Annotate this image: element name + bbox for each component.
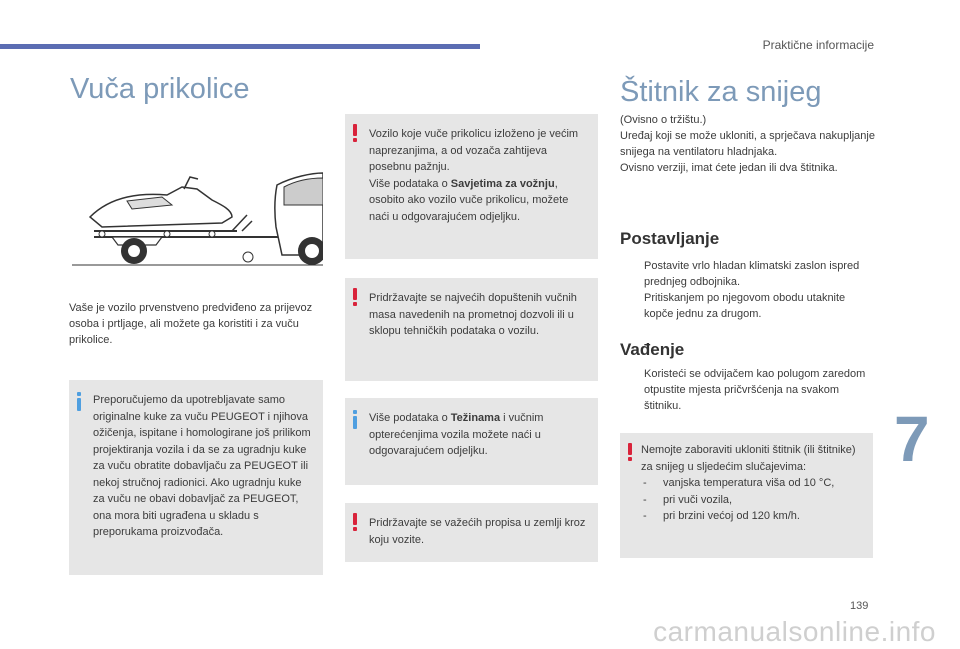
warning-icon — [353, 124, 357, 142]
trailer-wheel-hub — [128, 245, 140, 257]
trailer-roller — [164, 231, 170, 237]
header-accent-bar — [0, 44, 480, 49]
warning-box-regulations — [345, 503, 598, 562]
warning-box-text — [369, 126, 586, 225]
conditions-list — [641, 475, 861, 525]
intro-description: Uređaj koji se može ukloniti, a sprječava nakupljanje snijega na ventilatoru hladnjaka. — [620, 130, 875, 158]
list-item: - vanjska temperatura viša od 10 °C, — [641, 475, 861, 492]
warning-box-text: Pridržavajte se važećih propisa u zemlji kroz koju vozite. — [369, 517, 586, 546]
watermark: carmanualsonline.info — [653, 616, 936, 647]
info-pre: Više podataka o — [369, 412, 451, 424]
jet-ski — [90, 187, 232, 227]
removal-steps — [620, 366, 872, 414]
car-wheel-hub — [305, 244, 319, 258]
warning-box-text: Nemojte zaboraviti ukloniti štitnik (ili štitnike) za snijeg u sljedećim slučajevima: — [641, 444, 856, 473]
trailer-light — [99, 231, 105, 237]
trailer-roller — [209, 231, 215, 237]
info-box-text: Preporučujemo da upotrebljavate samo originalne kuke za vuču PEUGEOT i njihova ožičenja, ispitane i homologirane još prilikom projektiranja vozila i da se za ugradnju kuke za vuču obratite dobavljaču za PEUGEOT ili nekoj stručnoj radionici. Ako ugradnju kuke za vuču ne obavi dobavljač za PEUGEOT, ona mora biti ugrađena u skladu s preporukama proizvođača. — [93, 394, 311, 538]
info-icon — [77, 392, 81, 410]
weights-link-text: Težinama — [450, 412, 501, 424]
list-item: - pri vuči vozila, — [641, 492, 861, 509]
warning-box-text: Pridržavajte se najvećih dopuštenih vučnih masa navedenih na prometnoj dozvoli ili u sklopu tehničkih podataka o vozilu. — [369, 292, 577, 337]
info-post: i vučnim opterećenjima vozila možete naći u odgovarajućem odjeljku. — [369, 412, 544, 457]
intro-versions: Ovisno verziji, imat ćete jedan ili dva štitnika. — [620, 162, 838, 174]
install-heading: Postavljanje — [620, 229, 720, 248]
warning-icon — [353, 513, 357, 531]
towing-intro: Vaše je vozilo prvenstveno predviđeno za prijevoz osoba i prtljage, ali možete ga koristiti i za vuču prikolice. — [69, 302, 313, 346]
trailer-winch-post — [232, 215, 252, 231]
chapter-number: 7 — [894, 403, 930, 475]
list-item: Pritiskanjem po njegovom obodu utaknite kopče jednu za drugom. — [644, 292, 846, 320]
section-header: Praktične informacije — [762, 38, 874, 52]
list-item: Koristeći se odvijačem kao polugom zaredom otpustite mjesta pričvršćenja na svakom štitniku. — [644, 368, 866, 412]
list-item: - pri brzini većoj od 120 km/h. — [641, 508, 861, 525]
warning-box-max-mass — [345, 278, 598, 381]
warning-line2-post: , osobito ako vozilo vuče prikolicu, možete naći u odgovarajućem odjeljku. — [369, 177, 569, 223]
info-box-text — [369, 410, 586, 460]
list-item: Postavite vrlo hladan klimatski zaslon ispred prednjeg odbojnika. — [644, 260, 860, 288]
trailer-towing-illustration — [72, 165, 323, 268]
warning-line1: Vozilo koje vuče prikolicu izloženo je većim naprezanjima, a od vozača zahtijeva posebnu pažnju. — [369, 128, 579, 173]
driving-advice-link-text: Savjetima za vožnju — [450, 177, 555, 190]
trailer-jockey-wheel — [243, 252, 253, 262]
warning-line2-pre: Više podataka o — [369, 177, 451, 190]
warning-icon — [353, 288, 357, 306]
page-title-towing: Vuča prikolice — [70, 73, 250, 105]
warning-box-remove-guard — [620, 433, 873, 558]
warning-box-towing-stress — [345, 114, 598, 259]
removal-heading: Vađenje — [620, 340, 685, 359]
page-number: 139 — [850, 600, 869, 612]
warning-box-content — [641, 442, 861, 525]
install-steps — [620, 258, 872, 322]
dash-icon: - — [643, 493, 647, 506]
info-box-original-hitch — [69, 380, 323, 575]
warning-icon — [628, 443, 632, 461]
info-box-weights — [345, 398, 598, 485]
dash-icon: - — [643, 510, 647, 522]
intro-market: (Ovisno o tržištu.) — [620, 114, 707, 126]
info-icon — [353, 410, 357, 428]
page-title-snow-guard: Štitnik za snijeg — [620, 76, 822, 108]
chapter-tab — [894, 402, 960, 474]
snow-guard-intro — [620, 112, 875, 176]
dash-icon: - — [643, 477, 647, 489]
